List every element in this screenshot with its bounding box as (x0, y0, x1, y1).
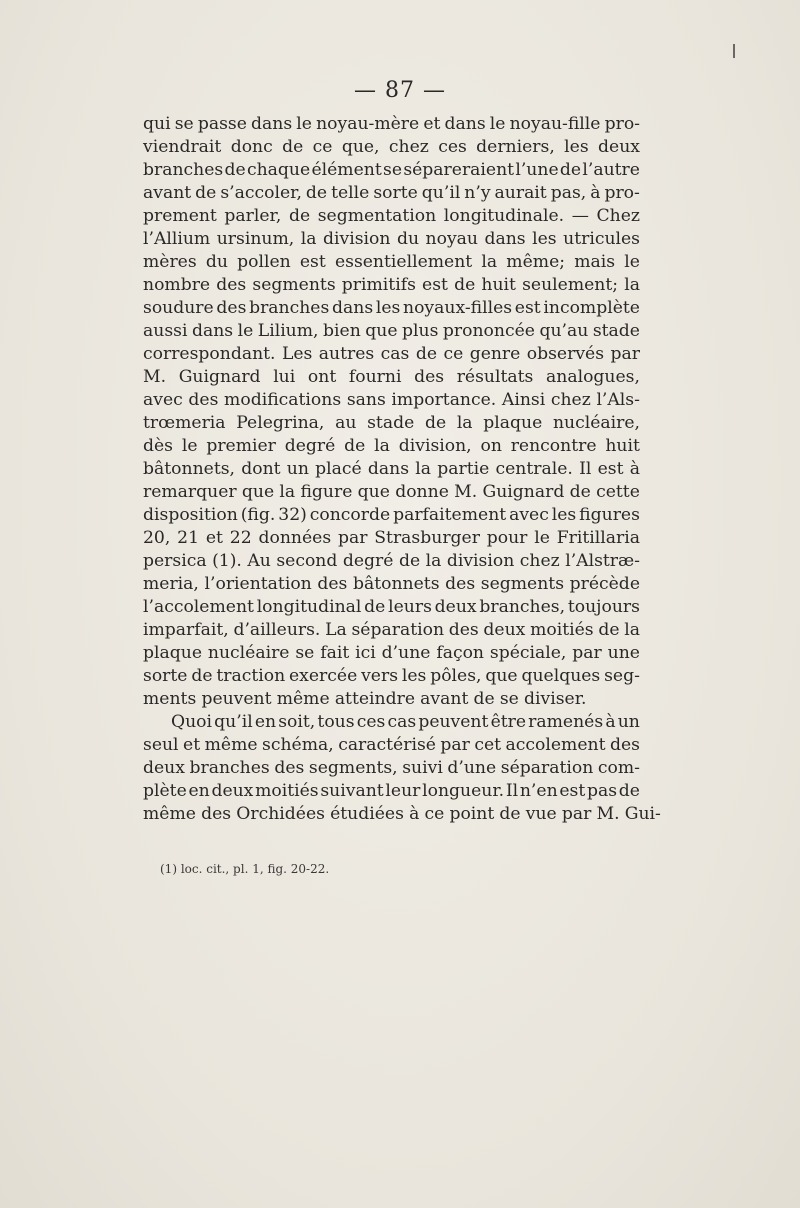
text-line: aussi dans le Lilium, bien que plus prononcée qu’au stade (143, 321, 640, 341)
margin-mark (733, 44, 735, 58)
text-line: soudure des branches dans les noyaux-filles est incomplète (143, 298, 640, 318)
text-line: deux branches des segments, suivi d’une séparation com- (143, 758, 640, 778)
text-line: mères du pollen est essentiellement la même; mais le (143, 252, 640, 272)
text-line: bâtonnets, dont un placé dans la partie centrale. Il est à (143, 459, 640, 479)
text-line: même des Orchidées étudiées à ce point de vue par M. Gui- (143, 804, 661, 824)
text-line: seul et même schéma, caractérisé par cet accolement des (143, 735, 640, 755)
text-line: l’accolement longitudinal de leurs deux branches, toujours (143, 597, 640, 617)
text-line: prement parler, de segmentation longitudinale. — Chez (143, 206, 640, 226)
text-line: nombre des segments primitifs est de huit seulement; la (143, 275, 640, 295)
text-line: sorte de traction exercée vers les pôles, que quelques seg- (143, 666, 640, 686)
text-line: trœmeria Pelegrina, au stade de la plaque nucléaire, (143, 413, 640, 433)
body-text (143, 113, 661, 826)
text-line: Quoi qu’il en soit, tous ces cas peuvent être ramenés à un (171, 712, 640, 732)
text-line: correspondant. Les autres cas de ce genre observés par (143, 344, 640, 364)
text-line: avant de s’accoler, de telle sorte qu’il n’y aurait pas, à pro- (143, 183, 640, 203)
text-line: M. Guignard lui ont fourni des résultats analogues, (143, 367, 640, 387)
text-line: persica (1). Au second degré de la division chez l’Alstræ- (143, 551, 640, 571)
text-line: imparfait, d’ailleurs. La séparation des deux moitiés de la (143, 620, 640, 640)
text-line: dès le premier degré de la division, on rencontre huit (143, 436, 640, 456)
text-line: meria, l’orientation des bâtonnets des segments précède (143, 574, 640, 594)
text-line: l’Allium ursinum, la division du noyau dans les utricules (143, 229, 640, 249)
text-line: ments peuvent même atteindre avant de se diviser. (143, 689, 587, 709)
text-line: branches de chaque élément se sépareraient l’une de l’autre (143, 160, 640, 180)
text-line: viendrait donc de ce que, chez ces derniers, les deux (143, 137, 640, 157)
text-line: qui se passe dans le noyau-mère et dans le noyau-fille pro- (143, 114, 640, 134)
footnote: (1) loc. cit., pl. 1, fig. 20-22. (160, 862, 330, 876)
text-line: 20, 21 et 22 données par Strasburger pour le Fritillaria (143, 528, 640, 548)
text-line: avec des modifications sans importance. Ainsi chez l’Als- (143, 390, 640, 410)
text-line: plète en deux moitiés suivant leur longueur. Il n’en est pas de (143, 781, 640, 801)
text-line: remarquer que la figure que donne M. Guignard de cette (143, 482, 640, 502)
page-number: — 87 — (354, 78, 446, 103)
text-line: plaque nucléaire se fait ici d’une façon spéciale, par une (143, 643, 640, 663)
text-line: disposition (fig. 32) concorde parfaitement avec les figures (143, 505, 640, 525)
